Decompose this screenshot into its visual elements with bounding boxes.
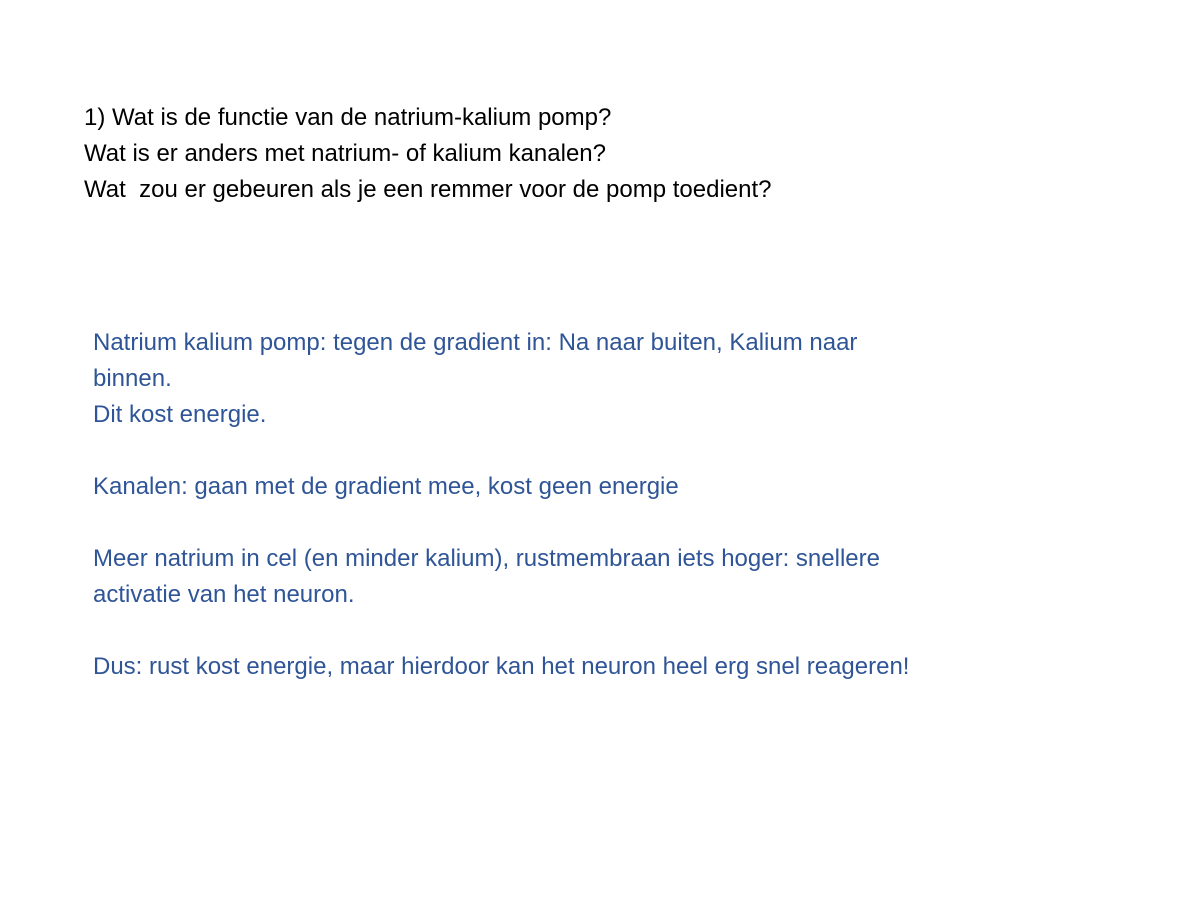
paragraph-gap bbox=[93, 613, 1053, 649]
answer-pump-line-1: Natrium kalium pomp: tegen de gradient in: Na naar buiten, Kalium naar bbox=[93, 329, 858, 356]
answer-channels: Kanalen: gaan met de gradient mee, kost geen energie bbox=[93, 473, 679, 500]
question-line-3: Wat zou er gebeuren als je een remmer voor de pomp toedient? bbox=[84, 176, 772, 203]
answer-block bbox=[93, 325, 1053, 685]
question-block bbox=[84, 100, 1134, 208]
question-line-1: 1) Wat is de functie van de natrium-kalium pomp? bbox=[84, 104, 612, 131]
paragraph-gap bbox=[93, 433, 1053, 469]
answer-inhibitor-line-1: Meer natrium in cel (en minder kalium), rustmembraan iets hoger: snellere bbox=[93, 545, 880, 572]
answer-inhibitor-line-2: activatie van het neuron. bbox=[93, 581, 355, 608]
answer-conclusion: Dus: rust kost energie, maar hierdoor kan het neuron heel erg snel reageren! bbox=[93, 653, 910, 680]
answer-pump-energy: Dit kost energie. bbox=[93, 401, 267, 428]
paragraph-gap bbox=[93, 505, 1053, 541]
question-line-2: Wat is er anders met natrium- of kalium kanalen? bbox=[84, 140, 606, 167]
answer-pump-line-2: binnen. bbox=[93, 365, 172, 392]
